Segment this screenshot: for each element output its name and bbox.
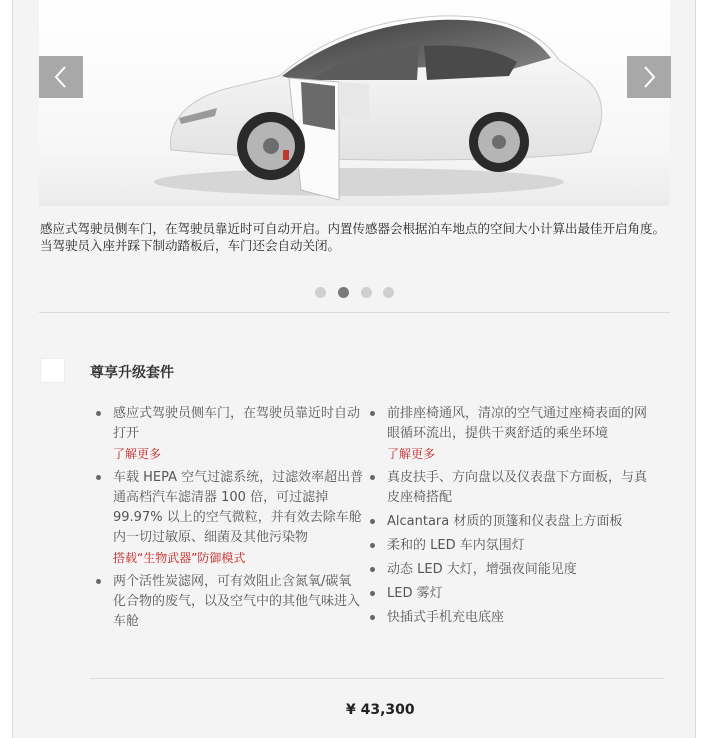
bullet-icon <box>96 475 101 480</box>
carousel-dot-1[interactable] <box>315 287 326 298</box>
feature-item <box>370 608 650 628</box>
package-price: ¥ 43,300 <box>346 702 415 718</box>
car-image <box>39 0 670 206</box>
chevron-left-icon <box>51 64 71 90</box>
package-title: 尊享升级套件 <box>90 365 174 381</box>
feature-item <box>370 404 650 464</box>
bullet-icon <box>370 543 375 548</box>
section-divider <box>39 312 670 313</box>
feature-item <box>370 560 650 580</box>
feature-list-right <box>370 404 650 632</box>
feature-text: 感应式驾驶员侧车门，在驾驶员靠近时自动打开 <box>113 406 361 441</box>
feature-item <box>370 536 650 556</box>
feature-item <box>370 512 650 532</box>
next-slide-button[interactable] <box>627 56 671 98</box>
feature-text: 两个活性炭滤网，可有效阻止含氮氧/碳氧化合物的废气，以及空气中的其他气味进入车舱 <box>113 574 361 629</box>
bullet-icon <box>370 615 375 620</box>
feature-text: 快插式手机充电底座 <box>387 610 505 625</box>
carousel-dot-3[interactable] <box>361 287 372 298</box>
bullet-icon <box>370 591 375 596</box>
bullet-icon <box>370 411 375 416</box>
feature-item <box>370 584 650 604</box>
feature-text: LED 雾灯 <box>387 586 443 601</box>
feature-item <box>96 468 364 568</box>
carousel-dot-2[interactable] <box>338 287 349 298</box>
feature-text: 柔和的 LED 车内氛围灯 <box>387 538 525 553</box>
chevron-right-icon <box>639 64 659 90</box>
feature-text: 车载 HEPA 空气过滤系统，过滤效率超出普通高档汽车滤清器 100 倍，可过滤掉 99.97% 以上的空气微粒，并有效去除车舱内一切过敏原、细菌及其他污染物 <box>113 470 364 545</box>
feature-text: 真皮扶手、方向盘以及仪表盘下方面板，与真皮座椅搭配 <box>387 470 648 505</box>
feature-text: 前排座椅通风，清凉的空气通过座椅表面的网眼循环流出，提供干爽舒适的乘坐环境 <box>387 406 648 441</box>
feature-list-left <box>96 404 364 636</box>
slide-caption: 感应式驾驶员侧车门，在驾驶员靠近时可自动开启。内置传感器会根据泊车地点的空间大小计算出最佳开启角度。当驾驶员入座并踩下制动踏板后，车门还会自动关闭。 <box>40 221 666 253</box>
bullet-icon <box>370 519 375 524</box>
feature-text: 动态 LED 大灯，增强夜间能见度 <box>387 562 577 577</box>
bullet-icon <box>370 475 375 480</box>
bioweapon-mode-link[interactable]: 搭载“生物武器”防御模式 <box>113 551 246 565</box>
bullet-icon <box>96 411 101 416</box>
feature-item <box>96 404 364 464</box>
carousel-dot-4[interactable] <box>383 287 394 298</box>
package-checkbox[interactable] <box>40 358 65 383</box>
price-divider <box>90 678 664 679</box>
feature-item <box>370 468 650 508</box>
learn-more-link[interactable]: 了解更多 <box>113 447 162 461</box>
learn-more-link[interactable]: 了解更多 <box>387 447 436 461</box>
prev-slide-button[interactable] <box>39 56 83 98</box>
feature-item <box>96 572 364 632</box>
bullet-icon <box>370 567 375 572</box>
bullet-icon <box>96 579 101 584</box>
feature-text: Alcantara 材质的顶篷和仪表盘上方面板 <box>387 514 623 529</box>
